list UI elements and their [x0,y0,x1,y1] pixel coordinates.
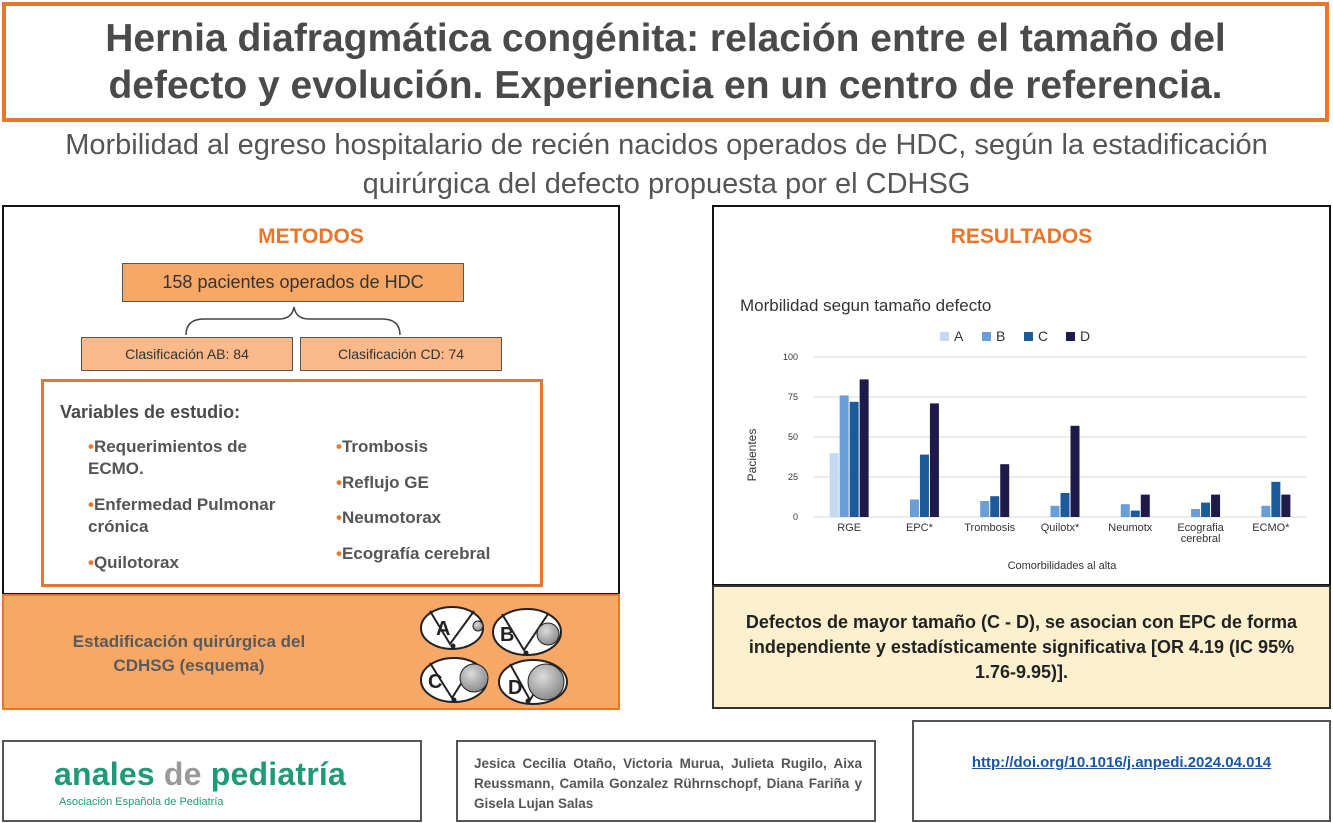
variables-title: Variables de estudio: [60,402,241,422]
bar [1191,509,1200,517]
bar [1061,493,1070,517]
chart-x-axis-label: Comorbilidades al alta [1007,560,1117,572]
staging-box [2,594,620,710]
conclusion-text: Defectos de mayor tamaño (C - D), se asocian con EPC de forma independiente y estadísticamente significativa [OR 4.19 (IC 95% 1.76-9.95)]. [745,611,1298,682]
x-tick-label: Ecografia [1177,522,1224,534]
bar [980,501,989,517]
stage-b [493,609,561,656]
staging-diagram-icon [416,602,572,706]
journal-logo-subtitle: Asociación Española de Pediatría [59,796,224,808]
bar [990,496,999,517]
patients-box: 158 pacientes operados de HDC [122,263,464,302]
bar [1211,495,1220,517]
page-title: Hernia diafragmática congénita: relación entre el tamaño del defecto y evolución. Experiencia en un centro de referencia. [105,17,1226,107]
brace-icon [184,305,404,337]
page-subtitle: Morbilidad al egreso hospitalario de recién nacidos operados de HDC, según la estadificación quirúrgica del defecto propuesta por el CDHSG [65,129,1268,200]
authors-box [456,740,876,822]
stage-c [421,658,488,703]
svg-text:B: B [500,624,515,646]
legend-swatch [1066,332,1075,341]
methods-heading: METODOS [258,225,364,248]
bar [1051,506,1060,517]
x-tick-label: cerebral [1180,533,1221,545]
bar [1271,482,1280,517]
x-tick-label: Trombosis [964,522,1016,534]
chart-y-axis-label: Pacientes [745,428,759,482]
journal-logo: anales de pediatría [54,756,346,792]
journal-logo-box [2,740,422,822]
x-tick-label: RGE [837,522,862,534]
chart-x-labels [837,522,1290,545]
legend-label: C [1038,328,1049,344]
stage-a [421,607,483,649]
bar [930,403,939,517]
bar [910,499,919,517]
bar [1071,426,1080,517]
bar [1261,506,1270,517]
legend-swatch [940,332,949,341]
bar [1131,511,1140,517]
chart-bars [830,379,1291,517]
bar [920,455,929,517]
variable-item: •Enfermedad Pulmonar crónica [88,495,276,536]
doi-box [912,720,1331,822]
bar [840,395,849,517]
legend-label: D [1080,328,1091,344]
class-ab-box: Clasificación AB: 84 [81,337,293,371]
legend-swatch [982,332,991,341]
y-tick-label: 0 [792,512,798,522]
chart-title: Morbilidad segun tamaño defecto [740,296,992,315]
authors-text: Jesica Cecilia Otaño, Victoria Murua, Julieta Rugilo, Aixa Reussmann, Camila Gonzalez Rührnschopf, Diana Fariña y Gisela Lujan Salas [474,756,862,811]
x-tick-label: ECMO* [1252,522,1290,534]
doi-link[interactable]: http://doi.org/10.1016/j.anpedi.2024.04.014 [971,754,1272,771]
morbidity-bar-chart [732,295,1312,575]
bar [860,379,869,517]
variable-item: •Reflujo GE [336,473,429,492]
title-box [2,2,1329,122]
y-tick-label: 100 [782,352,798,362]
x-tick-label: Neumotx [1108,522,1153,534]
variable-item: •Ecografía cerebral [336,544,491,563]
results-panel [712,205,1331,586]
legend-label: B [996,328,1006,344]
staging-text: Estadificación quirúrgica del CDHSG (esquema) [72,632,306,675]
chart-legend [940,328,1090,344]
y-tick-label: 50 [787,432,798,442]
svg-text:D: D [508,677,523,699]
legend-swatch [1024,332,1033,341]
methods-panel [2,205,620,595]
svg-text:A: A [436,618,451,640]
bar [830,453,839,517]
stage-d [499,660,567,704]
bar [1281,495,1290,517]
bar [1141,495,1150,517]
bar [1000,464,1009,517]
legend-label: A [954,328,964,344]
bar [1201,503,1210,517]
bar [850,402,859,517]
conclusion-box [712,585,1331,709]
class-cd-box: Clasificación CD: 74 [300,337,502,371]
y-tick-label: 25 [787,472,798,482]
svg-text:C: C [428,671,443,693]
variable-item: •Trombosis [336,437,428,456]
variables-box [41,379,543,587]
x-tick-label: Quilotx* [1040,522,1080,534]
variable-item: •Neumotorax [336,508,442,527]
y-tick-label: 75 [787,392,798,402]
results-heading: RESULTADOS [950,225,1093,248]
variable-item: •Requerimientos de ECMO. [88,437,247,478]
bar [1121,504,1130,517]
x-tick-label: EPC* [905,522,933,534]
variable-item: •Quilotorax [88,553,179,572]
